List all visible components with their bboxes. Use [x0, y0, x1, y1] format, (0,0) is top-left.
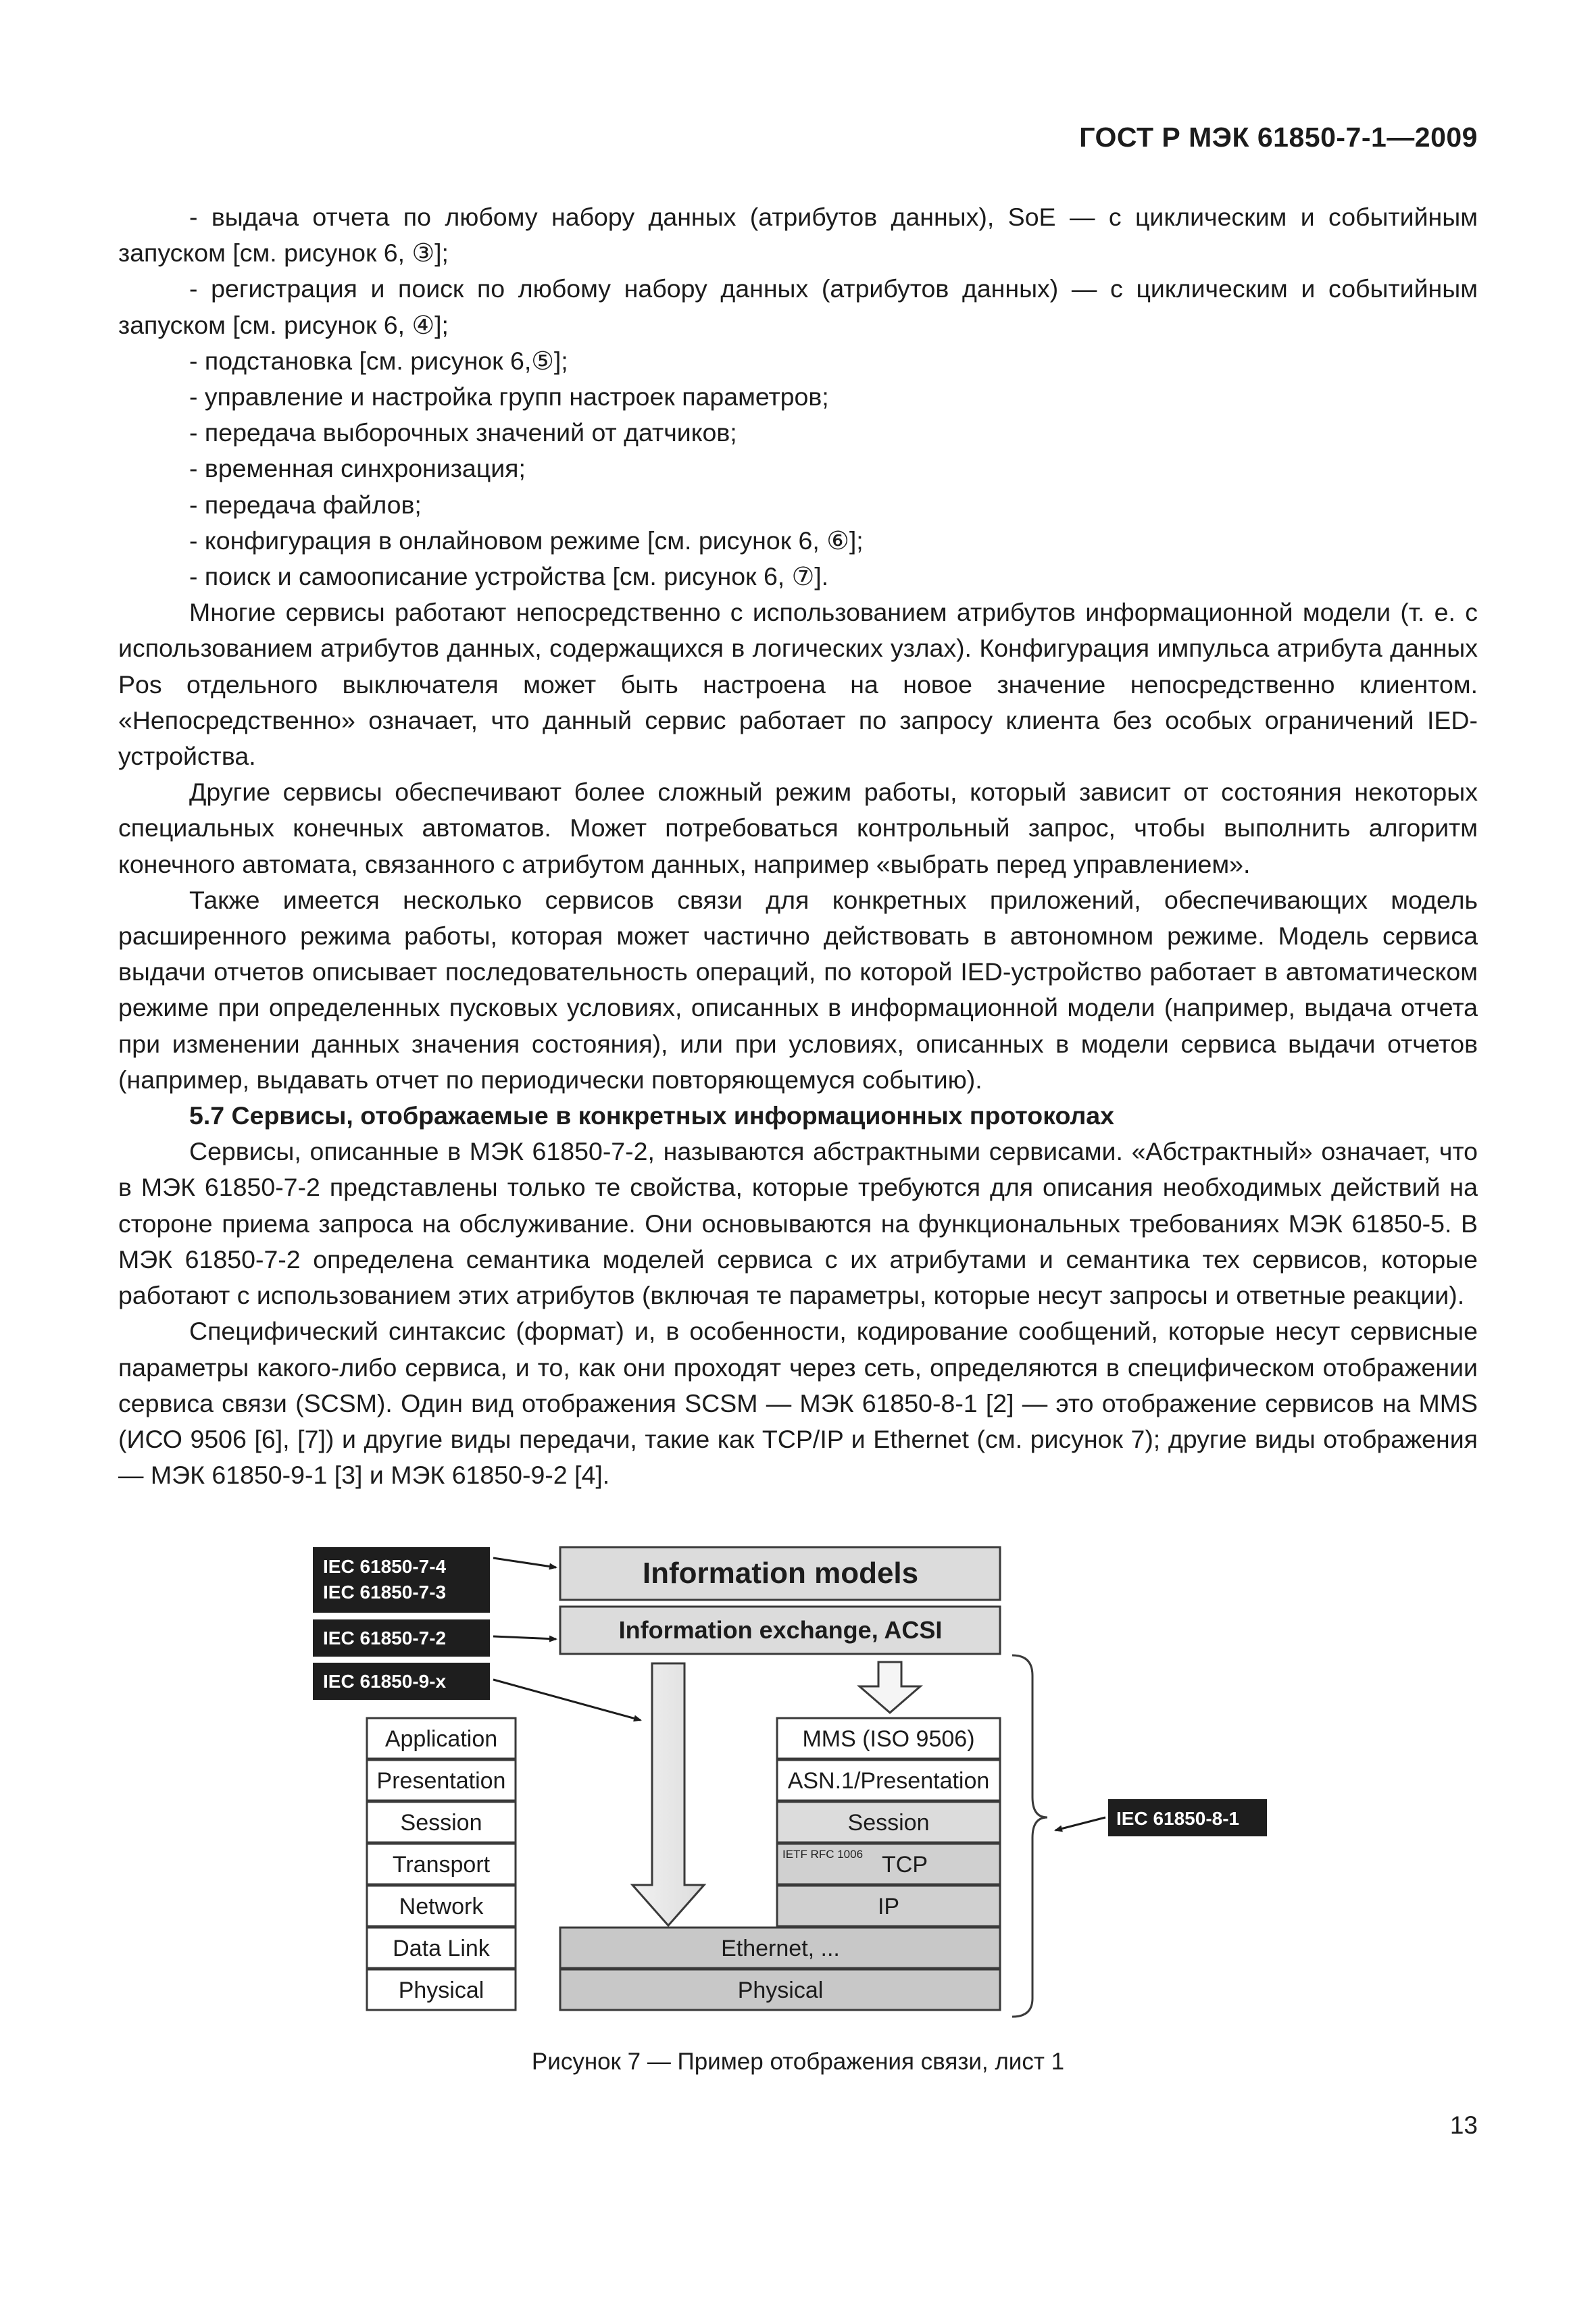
tag-iec-7-3-label: IEC 61850-7-3 — [323, 1582, 447, 1603]
arrow-tag-7-4 — [493, 1558, 556, 1567]
osi-layer-label: Data Link — [393, 1936, 490, 1961]
stack-rfc-label: IETF RFC 1006 — [782, 1848, 864, 1861]
paragraph: - передача файлов; — [189, 490, 422, 519]
osi-layer-label: Physical — [398, 1978, 484, 2003]
paragraph: - конфигурация в онлайновом режиме [см. рисунок 6, ⑥]; — [189, 526, 864, 555]
paragraph: Специфический синтаксис (формат) и, в особенности, кодирование сообщений, которые несут сервисные параметры какого-либо сервиса, и то, как они проходят через сеть, определяются в специфическом отображении сервиса связи (SCSM). Один вид отображения SCSM — МЭК 61850-8-1 [2] — это отображение сервисов на MMS (ИСО 9506 [6], [7]) и другие виды передачи, такие как TCP/IP и Ethernet (см. рисунок 7); другие виды отображения — МЭК 61850-9-1 [3] и МЭК 61850-9-2 [4]. — [118, 1317, 1478, 1490]
brace-iec-8-1 — [1012, 1655, 1047, 2017]
paragraph: - поиск и самоописание устройства [см. рисунок 6, ⑦]. — [189, 562, 829, 591]
paragraph: - управление и настройка групп настроек параметров; — [189, 382, 829, 411]
paragraph: Также имеется несколько сервисов связи для конкретных приложений, обеспечивающих модель расширенного режима работы, которая может частично действовать в автономном режиме. Модель сервиса выдачи отчетов описывает последовательность операций, по которой IED-устройство работает в автоматическом режиме при определенных пусковых условиях, описанных в информационной модели (например, выдача отчета при изменении данных значения состояния), или при условиях, описанных в модели сервиса выдачи отчетов (например, выдавать отчет по периодически повторяющемуся событию). — [118, 885, 1478, 1094]
osi-layer-label: Session — [400, 1810, 482, 1836]
tag-iec-8-1-label: IEC 61850-8-1 — [1116, 1808, 1240, 1829]
osi-layer-label: Presentation — [376, 1768, 506, 1794]
tag-iec-7-4-label: IEC 61850-7-4 — [323, 1556, 447, 1577]
mapping-arrow-long — [632, 1663, 704, 1926]
paragraph: Сервисы, описанные в МЭК 61850-7-2, называются абстрактными сервисами. «Абстрактный» означает, что в МЭК 61850-7-2 представлены только те свойства, которые требуются для описания необходимых действий на стороне приема запроса на обслуживание. Они основываются на функциональных требованиях МЭК 61850-5. В МЭК 61850-7-2 определена семантика моделей сервиса с их атрибутами и семантика тех сервисов, которые работают с использованием этих атрибутов (включая те параметры, которые несут запросы и ответные реакции). — [118, 1137, 1478, 1310]
stack-mms-label: MMS (ISO 9506) — [802, 1726, 975, 1752]
stack-asn1-label: ASN.1/Presentation — [787, 1768, 990, 1794]
arrow-tag-9-x — [493, 1680, 641, 1720]
tag-iec-7-2-label: IEC 61850-7-2 — [323, 1628, 447, 1649]
page-number: 13 — [1449, 2111, 1478, 2139]
paragraph: - передача выборочных значений от датчиков; — [189, 418, 737, 447]
osi-layer-label: Transport — [392, 1852, 491, 1878]
arrow-tag-7-2 — [493, 1636, 556, 1639]
information-exchange-label: Information exchange, ACSI — [618, 1616, 943, 1644]
figure-diagram — [0, 1534, 1596, 2047]
information-models-label: Information models — [642, 1557, 919, 1590]
section-heading: 5.7 Сервисы, отображаемые в конкретных информационных протоколах — [189, 1101, 1114, 1130]
body-text — [118, 199, 1478, 1493]
paragraph: Другие сервисы обеспечивают более сложный режим работы, который зависит от состояния некоторых специальных конечных автоматов. Может потребоваться контрольный запрос, чтобы выполнить алгоритм конечного автомата, связанного с атрибутом данных, например «выбрать перед управлением». — [118, 778, 1478, 878]
osi-layer-label: Application — [384, 1726, 498, 1752]
figure-caption: Рисунок 7 — Пример отображения связи, лист 1 — [531, 2048, 1065, 2075]
osi-layer-stack — [367, 1718, 516, 2010]
stack-physical-label: Physical — [737, 1978, 824, 2003]
paragraph: Многие сервисы работают непосредственно с использованием атрибутов информационной модели (т. е. с использованием атрибутов данных, содержащихся в логических узлах). Конфигурация импульса атрибута данных Pos отдельного выключателя может быть настроена на новое значение непосредственно клиентом. «Непосредственно» означает, что данный сервис работает по запросу клиента без особых ограничений IED-устройства. — [118, 598, 1478, 771]
document-header: ГОСТ Р МЭК 61850-7-1—2009 — [1079, 122, 1478, 153]
osi-layer-label: Network — [399, 1894, 484, 1919]
stack-tcp-label: TCP — [882, 1852, 928, 1878]
mapping-arrow-short — [859, 1662, 920, 1713]
stack-ip-label: IP — [877, 1894, 900, 1919]
paragraph: - временная синхронизация; — [189, 454, 526, 483]
paragraph: - регистрация и поиск по любому набору данных (атрибутов данных) — с циклическим и событийным запуском [см. рисунок 6, ④]; — [118, 274, 1478, 339]
paragraph: - подстановка [см. рисунок 6,⑤]; — [189, 346, 568, 375]
figure-communication-mapping — [0, 1534, 1596, 2047]
paragraph: - выдача отчета по любому набору данных (атрибутов данных), SoE — с циклическим и событийным запуском [см. рисунок 6, ③]; — [118, 203, 1478, 268]
arrow-iec-8-1 — [1055, 1817, 1105, 1830]
stack-ethernet-label: Ethernet, ... — [721, 1936, 840, 1961]
tag-iec-9-x-label: IEC 61850-9-x — [323, 1671, 447, 1692]
stack-session-label: Session — [847, 1810, 930, 1836]
